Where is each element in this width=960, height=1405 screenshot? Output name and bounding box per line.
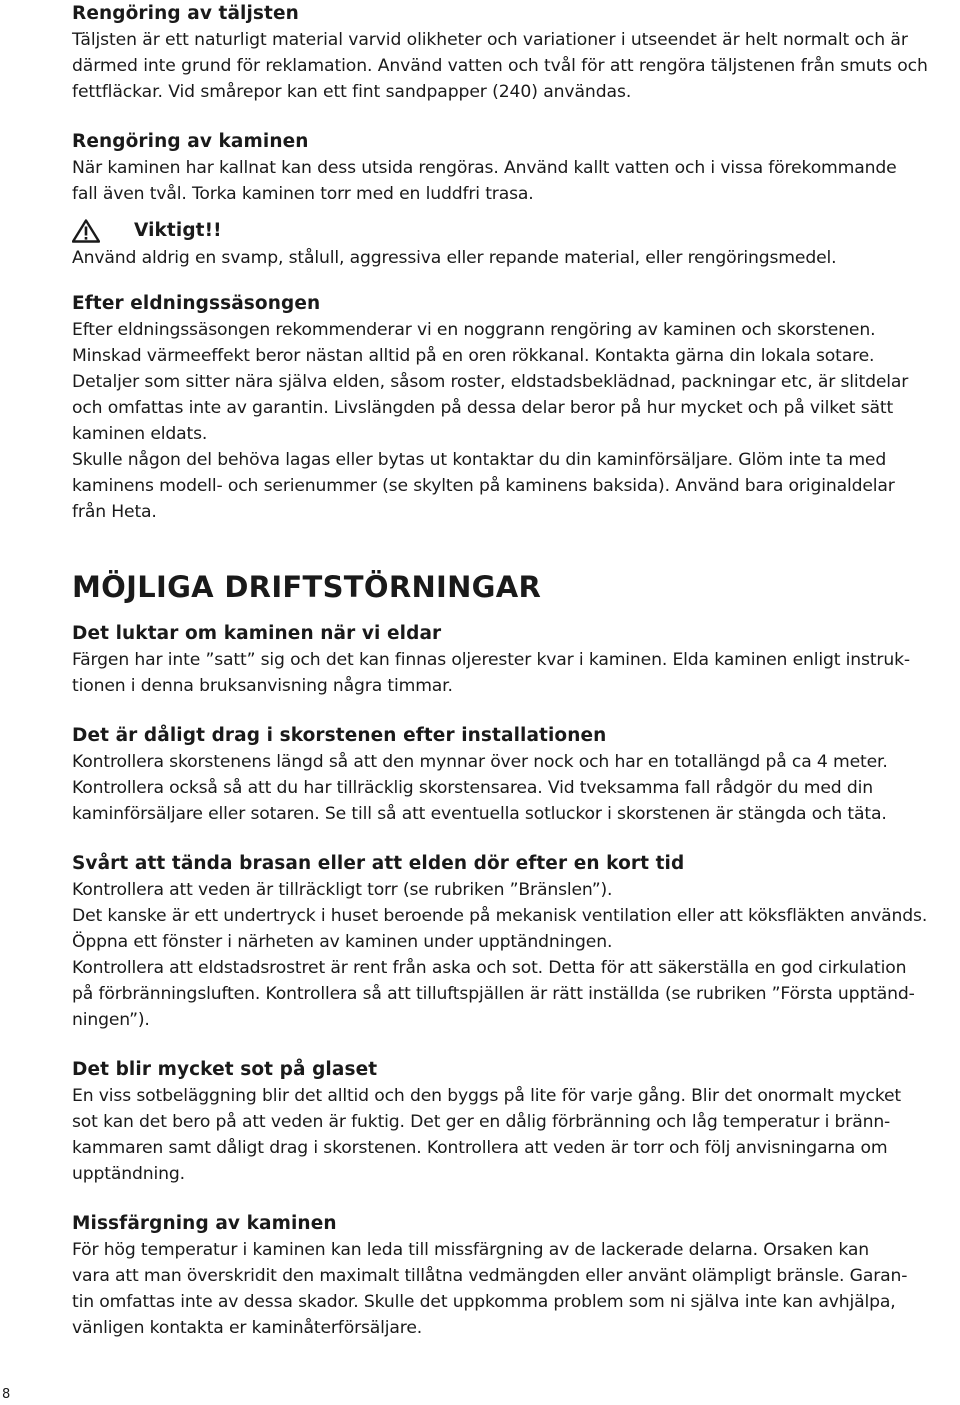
- paragraph-line: Färgen har inte ”satt” sig och det kan finnas oljerester kvar i kaminen. Elda kaminen enligt instruk-: [72, 650, 910, 670]
- paragraph-line: För hög temperatur i kaminen kan leda till missfärgning av de lackerade delarna. Orsaken kan: [72, 1240, 869, 1260]
- section-heading: Efter eldningssäsongen: [72, 293, 321, 314]
- section-heading: Svårt att tända brasan eller att elden dör efter en kort tid: [72, 853, 685, 874]
- paragraph-line: En viss sotbeläggning blir det alltid och den byggs på lite för varje gång. Blir det onormalt mycket: [72, 1086, 902, 1106]
- spacer: [72, 1187, 960, 1211]
- section-missfargning: [72, 1211, 960, 1341]
- section-efter: [72, 291, 960, 525]
- spacer: [72, 827, 960, 851]
- paragraph-line: kaminförsäljare eller sotaren. Se till så att eventuella sotluckor i skorstenen är stängda och täta.: [72, 804, 887, 824]
- section-drag: [72, 723, 960, 827]
- spacer: [72, 1033, 960, 1057]
- paragraph-line: Kontrollera skorstenens längd så att den mynnar över nock och har en totallängd på ca 4 meter.: [72, 752, 888, 772]
- spacer: [72, 271, 960, 291]
- paragraph-line: Öppna ett fönster i närheten av kaminen under upptändningen.: [72, 932, 613, 952]
- section-kaminen: [72, 129, 960, 207]
- section-heading: Det luktar om kaminen när vi eldar: [72, 623, 442, 644]
- paragraph-line: Täljsten är ett naturligt material varvid olikheter och variationer i utseendet är helt normalt och är: [72, 30, 908, 50]
- paragraph-line: fettfläckar. Vid smårepor kan ett fint sandpapper (240) användas.: [72, 82, 632, 102]
- section-viktigt: [72, 217, 960, 271]
- section-heading: Det är dåligt drag i skorstenen efter installationen: [72, 725, 607, 746]
- paragraph-line: Detaljer som sitter nära själva elden, såsom roster, eldstadsbeklädnad, packningar etc, är slitdelar: [72, 372, 909, 392]
- section-heading: Rengöring av täljsten: [72, 3, 299, 24]
- section-taljsten: [72, 1, 960, 105]
- paragraph-line: När kaminen har kallnat kan dess utsida rengöras. Använd kallt vatten och i vissa förekommande: [72, 158, 897, 178]
- spacer: [72, 105, 960, 129]
- section-heading: Rengöring av kaminen: [72, 131, 309, 152]
- section-heading: Missfärgning av kaminen: [72, 1213, 337, 1234]
- section-tanda: [72, 851, 960, 1033]
- paragraph-line: Minskad värmeeffekt beror nästan alltid på en oren rökkanal. Kontakta gärna din lokala sotare.: [72, 346, 875, 366]
- warning-heading-row: [72, 217, 960, 245]
- paragraph-line: kammaren samt dåligt drag i skorstenen. Kontrollera att veden är torr och följ anvisningarna om: [72, 1138, 888, 1158]
- paragraph-line: därmed inte grund för reklamation. Använd vatten och tvål för att rengöra täljstenen från smuts och: [72, 56, 928, 76]
- paragraph-line: på förbränningsluften. Kontrollera så att tilluftspjällen är rätt inställda (se rubriken ”Första upptänd-: [72, 984, 915, 1004]
- page-number: 8: [2, 1387, 11, 1402]
- paragraph-line: vänligen kontakta er kaminåterförsäljare.: [72, 1318, 423, 1338]
- paragraph-line: och omfattas inte av garantin. Livslängden på dessa delar beror på hur mycket och på vilket sätt: [72, 398, 894, 418]
- paragraph-line: Kontrollera att eldstadsrostret är rent från aska och sot. Detta för att säkerställa en god cirkulation: [72, 958, 907, 978]
- paragraph-line: tionen i denna bruksanvisning några timmar.: [72, 676, 453, 696]
- paragraph-line: Kontrollera också så att du har tillräcklig skorstensarea. Vid tveksamma fall rådgör du med din: [72, 778, 873, 798]
- paragraph-line: tin omfattas inte av dessa skador. Skulle det uppkomma problem som ni själva inte kan avhjälpa,: [72, 1292, 896, 1312]
- main-heading: MÖJLIGA DRIFTSTÖRNINGAR: [72, 570, 542, 604]
- paragraph-line: ningen”).: [72, 1010, 150, 1030]
- warning-triangle-icon: [72, 219, 100, 243]
- paragraph-line: Kontrollera att veden är tillräckligt torr (se rubriken ”Bränslen”).: [72, 880, 613, 900]
- paragraph-line: Använd aldrig en svamp, stålull, aggressiva eller repande material, eller rengöringsmedel.: [72, 248, 837, 268]
- warning-heading: Viktigt!!: [134, 220, 222, 241]
- paragraph-line: Efter eldningssäsongen rekommenderar vi en noggrann rengöring av kaminen och skorstenen.: [72, 320, 876, 340]
- spacer: [72, 607, 960, 621]
- paragraph-line: vara att man överskridit den maximalt tillåtna vedmängden eller använt olämpligt bränsle. Garan-: [72, 1266, 908, 1286]
- paragraph-line: sot kan det bero på att veden är fuktig. Det ger en dålig förbränning och låg temperatur i bränn-: [72, 1112, 891, 1132]
- paragraph-line: Det kanske är ett undertryck i huset beroende på mekanisk ventilation eller att köksfläkten används.: [72, 906, 928, 926]
- spacer: [72, 699, 960, 723]
- section-luktar: [72, 621, 960, 699]
- paragraph-line: kaminens modell- och serienummer (se skylten på kaminens baksida). Använd bara originaldelar: [72, 476, 895, 496]
- document-page: [72, 0, 960, 1341]
- section-heading: Det blir mycket sot på glaset: [72, 1059, 378, 1080]
- paragraph-line: från Heta.: [72, 502, 157, 522]
- paragraph-line: fall även tvål. Torka kaminen torr med en luddfri trasa.: [72, 184, 534, 204]
- paragraph-line: kaminen eldats.: [72, 424, 208, 444]
- spacer: [72, 525, 960, 567]
- paragraph-line: Skulle någon del behöva lagas eller bytas ut kontaktar du din kaminförsäljare. Glöm inte ta med: [72, 450, 887, 470]
- section-sot: [72, 1057, 960, 1187]
- paragraph-line: upptändning.: [72, 1164, 185, 1184]
